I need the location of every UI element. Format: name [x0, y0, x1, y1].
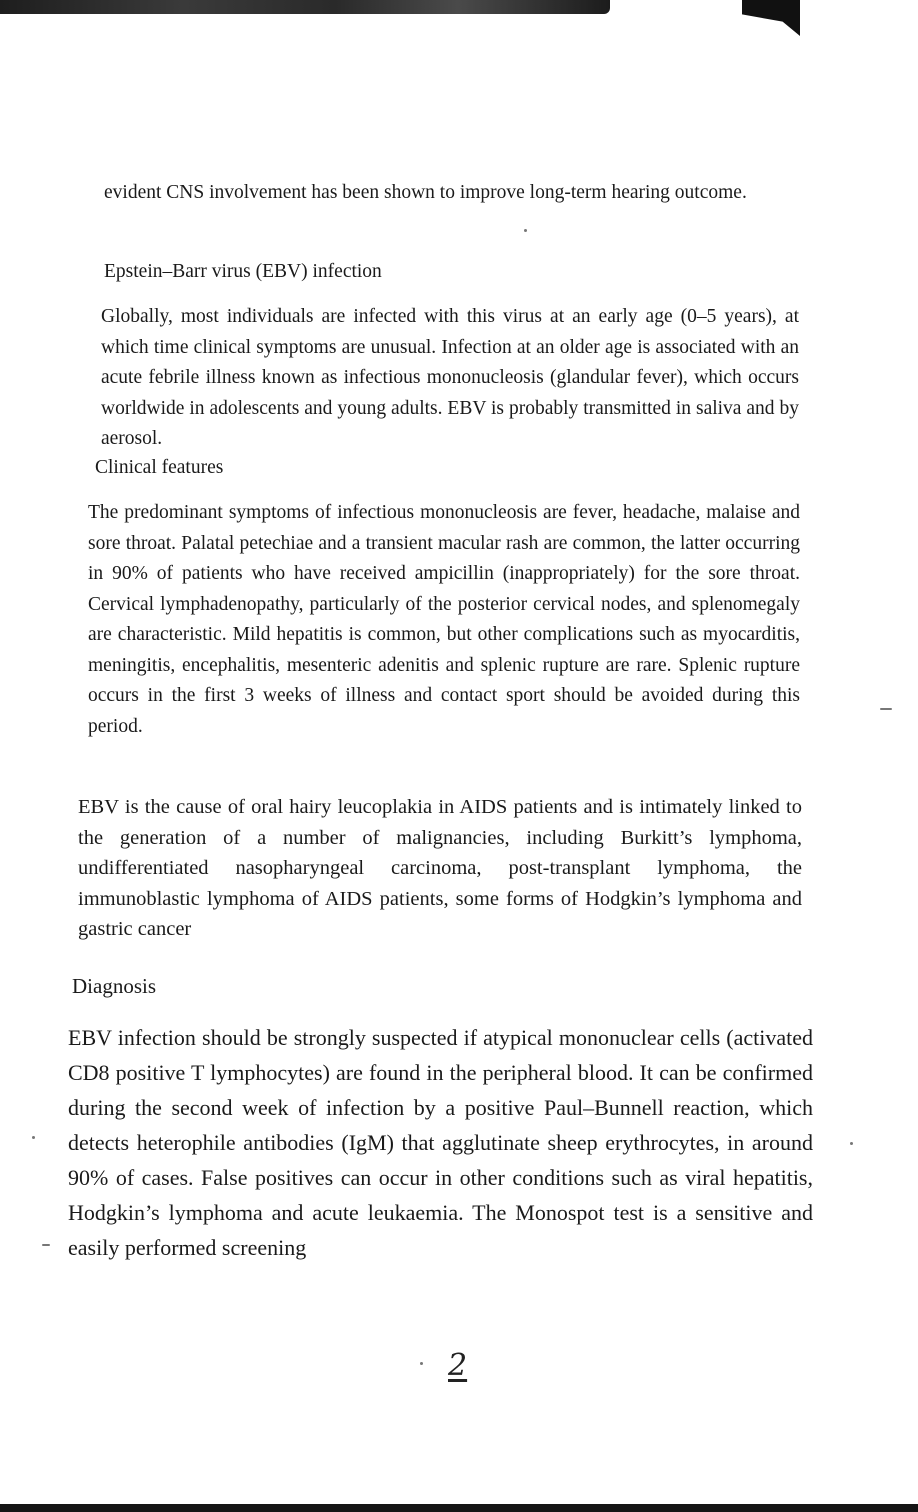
malignancy-paragraph: EBV is the cause of oral hairy leucoplakia in AIDS patients and is intimately linked to the generation of a number of malignancies, including Burkitt’s lymphoma, undifferentiated nasopharyngeal carcinoma, post-transplant lymphoma, the immunoblastic lymphoma of AIDS patients, some forms of Hodgkin’s lymphoma and gastric cancer: [78, 796, 802, 940]
section-heading: Epstein–Barr virus (EBV) infection: [104, 261, 382, 282]
scan-speck: [880, 708, 892, 710]
scan-speck: [850, 1142, 853, 1145]
scan-speck: [524, 229, 527, 232]
clinical-features-paragraph: The predominant symptoms of infectious mononucleosis are fever, headache, malaise and sore throat. Palatal petechiae and a transient macular rash are common, the latter occurring in 90% of patients who have received ampicillin (inappropriately) for the sore throat. Cervical lymphadenopathy, particularly of the posterior cervical nodes, and splenomegaly are characteristic. Mild hepatitis is common, but other complications such as myocarditis, meningitis, encephalitis, mesenteric adenitis and splenic rupture are rare. Splenic rupture occurs in the first 3 weeks of illness and contact sport should be avoided during this period.: [88, 502, 800, 737]
scan-speck: [420, 1362, 423, 1365]
clinical-features-heading: Clinical features: [95, 457, 224, 478]
scan-speck: [42, 1244, 50, 1246]
continuation-text: evident CNS involvement has been shown to improve long-term hearing outcome.: [104, 182, 747, 203]
intro-paragraph: Globally, most individuals are infected with this virus at an early age (0–5 years), at which time clinical symptoms are unusual. Infection at an older age is associated with an acute febrile illness known as infectious mononucleosis (glandular fever), which occurs worldwide in adolescents and young adults. EBV is probably transmitted in saliva and by aerosol.: [101, 306, 799, 449]
scan-bottom-edge-shadow: [0, 1504, 918, 1512]
page-number: 2: [448, 1348, 468, 1383]
diagnosis-heading: Diagnosis: [72, 974, 156, 998]
diagnosis-paragraph: EBV infection should be strongly suspected if atypical mononuclear cells (activated CD8 positive T lymphocytes) are found in the peripheral blood. It can be confirmed during the second week of infection by a positive Paul–Bunnell reaction, which detects heterophile antibodies (IgM) that agglutinate sheep erythrocytes, in around 90% of cases. False positives can occur in other conditions such as viral hepatitis, Hodgkin’s lymphoma and acute leukaemia. The Monospot test is a sensitive and easily performed screening: [68, 1025, 813, 1260]
scan-speck: [32, 1136, 35, 1139]
